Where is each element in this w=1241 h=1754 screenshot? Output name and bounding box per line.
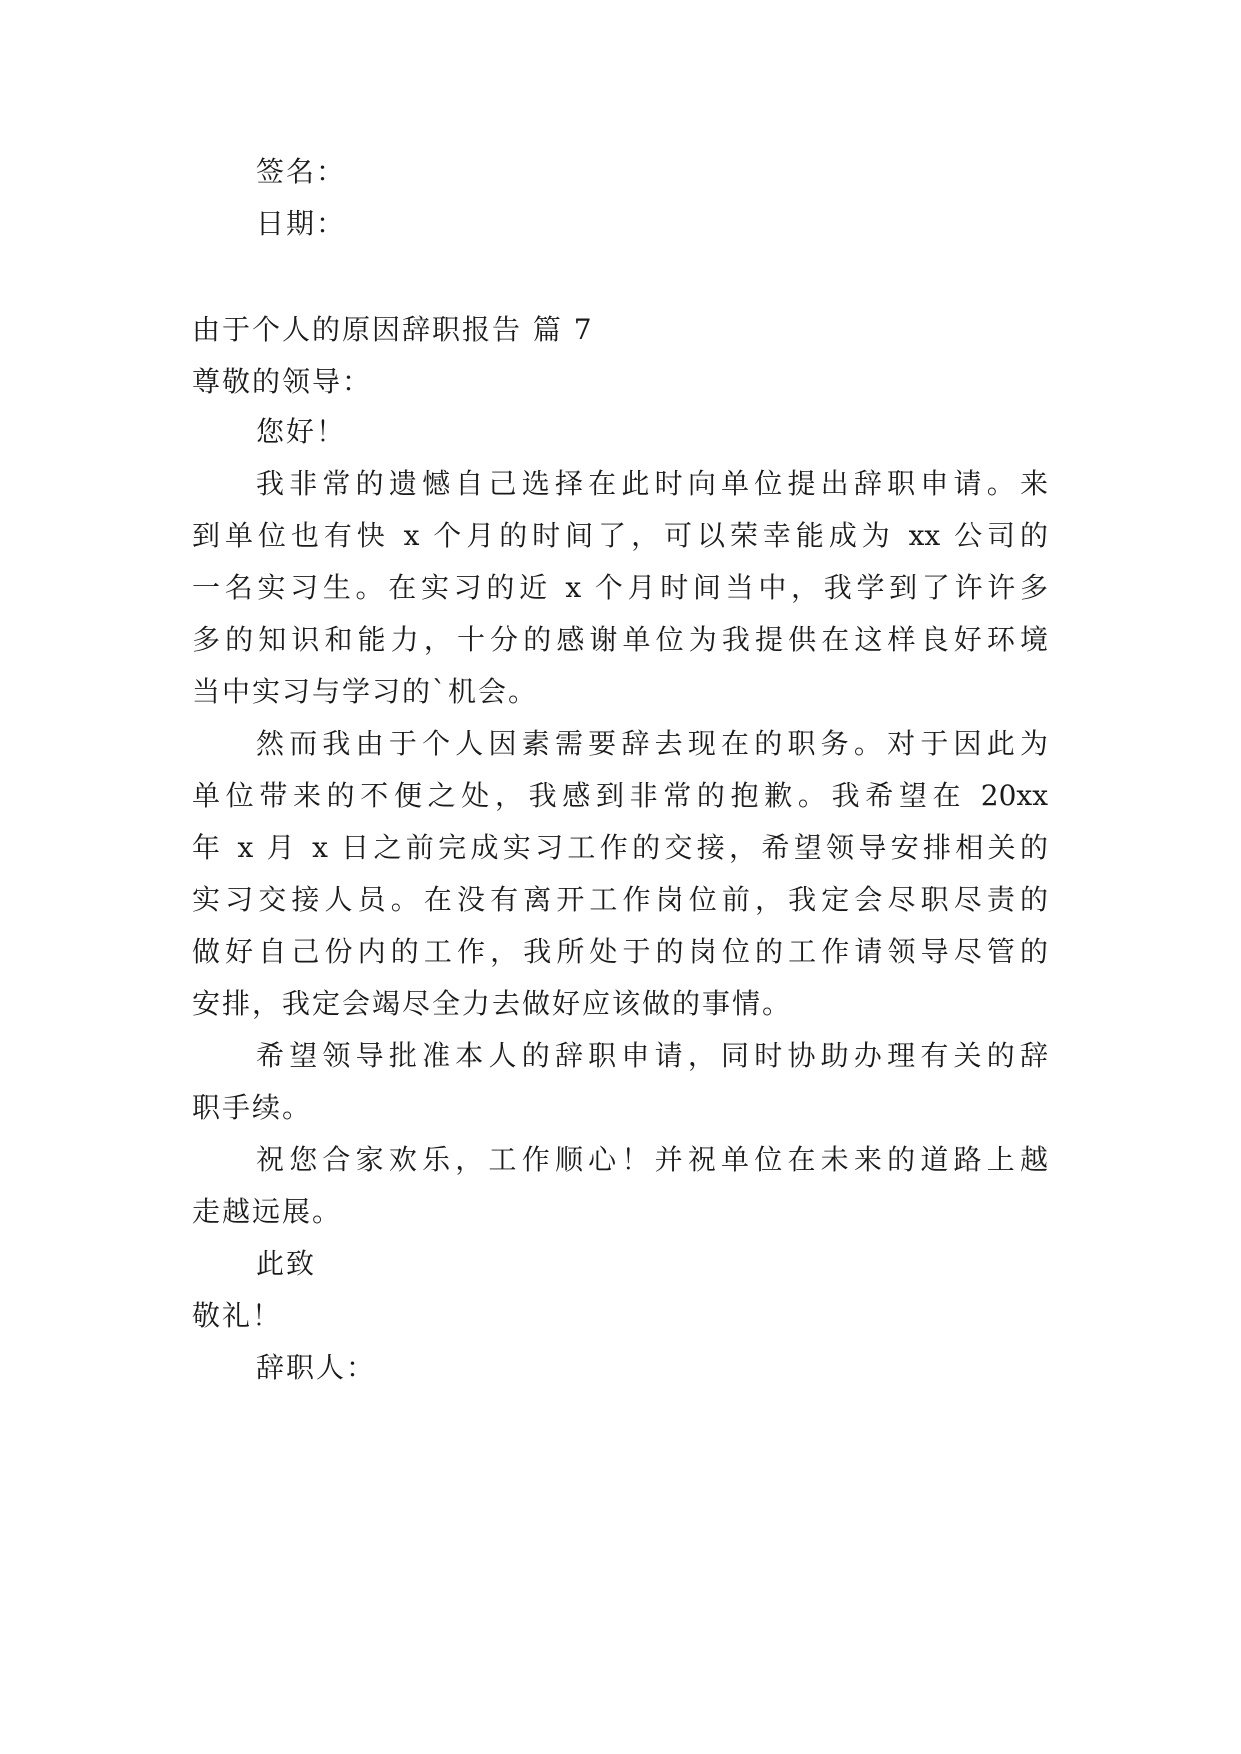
paragraph-line: 到单位也有快 x 个月的时间了，可以荣幸能成为 xx 公司的 — [192, 519, 1048, 552]
paragraph-line: 当中实习与学习的`机会。 — [192, 675, 539, 708]
signature-label: 签名： — [256, 155, 347, 188]
date-label: 日期： — [256, 207, 347, 240]
paragraph-line: 实习交接人员。在没有离开工作岗位前，我定会尽职尽责的 — [192, 883, 1048, 916]
salutation: 尊敬的领导： — [192, 365, 373, 398]
paragraph-line: 希望领导批准本人的辞职申请，同时协助办理有关的辞 — [256, 1039, 1048, 1072]
paragraph-line: 年 x 月 x 日之前完成实习工作的交接，希望领导安排相关的 — [192, 831, 1048, 864]
closing-cizhi: 此致 — [256, 1247, 317, 1280]
paragraph-line: 职手续。 — [192, 1091, 313, 1124]
closing-jingli: 敬礼！ — [192, 1299, 283, 1332]
paragraph-line: 祝您合家欢乐，工作顺心！并祝单位在未来的道路上越 — [256, 1143, 1048, 1176]
paragraph-line: 单位带来的不便之处，我感到非常的抱歉。我希望在 20xx — [192, 779, 1048, 812]
section-title: 由于个人的原因辞职报告 篇 7 — [192, 313, 594, 346]
paragraph-line: 然而我由于个人因素需要辞去现在的职务。对于因此为 — [256, 727, 1048, 760]
greeting: 您好！ — [256, 415, 347, 448]
paragraph-line: 做好自己份内的工作，我所处于的岗位的工作请领导尽管的 — [192, 935, 1048, 968]
paragraph-line: 安排，我定会竭尽全力去做好应该做的事情。 — [192, 987, 793, 1020]
paragraph-line: 走越远展。 — [192, 1195, 343, 1228]
resigner-label: 辞职人： — [256, 1351, 377, 1384]
paragraph-line: 一名实习生。在实习的近 x 个月时间当中，我学到了许许多 — [192, 571, 1048, 604]
paragraph-line: 我非常的遗憾自己选择在此时向单位提出辞职申请。来 — [256, 467, 1048, 500]
paragraph-line: 多的知识和能力，十分的感谢单位为我提供在这样良好环境 — [192, 623, 1048, 656]
